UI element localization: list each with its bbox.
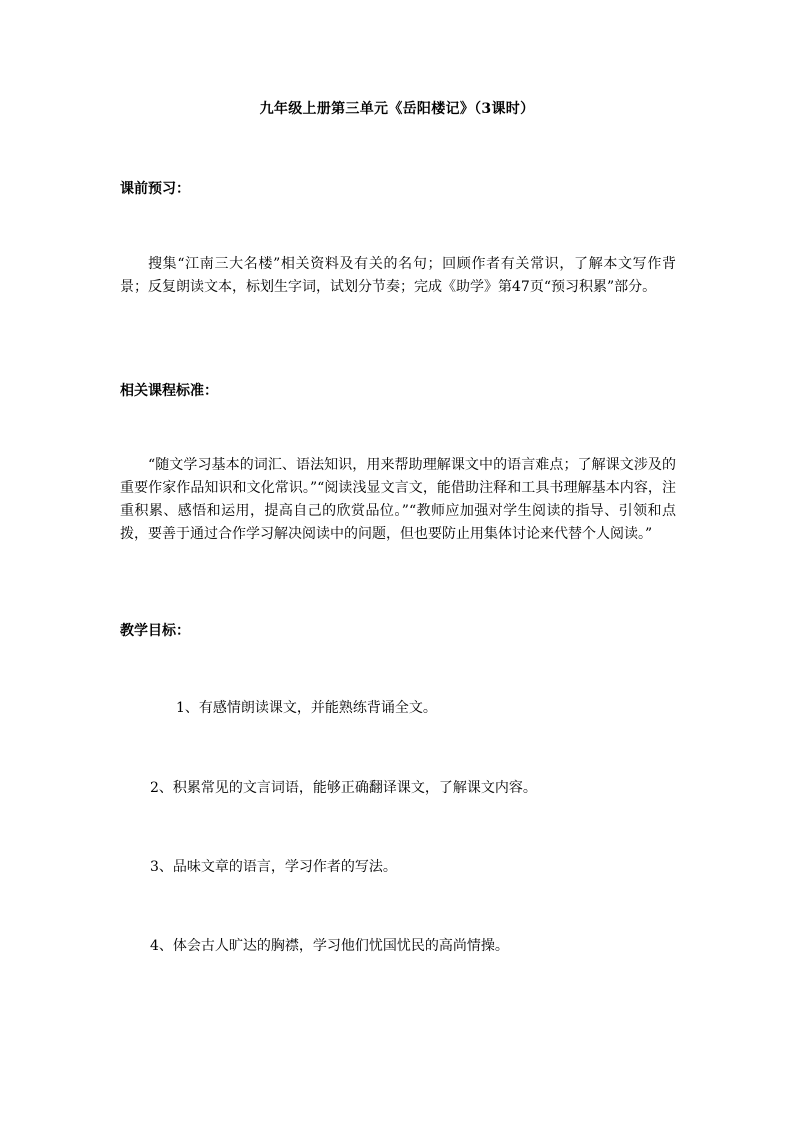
preview-paragraph: 搜集“江南三大名楼”相关资料及有关的名句；回顾作者有关常识，了解本文写作背景；反复朗读文本，标划生字词，试划分节奏；完成《助学》第47页“预习积累”部分。 [120,256,676,295]
preview-heading: 课前预习： [120,181,190,197]
goal-item-3: 3、品味文章的语言，学习作者的写法。 [150,859,397,875]
goals-heading: 教学目标： [120,623,190,639]
goal-item-4: 4、体会古人旷达的胸襟，学习他们忧国忧民的高尚情操。 [150,938,509,954]
standards-paragraph: “随文学习基本的词汇、语法知识，用来帮助理解课文中的语言难点；了解课文涉及的重要作家作品知识和文化常识。”“阅读浅显文言文，能借助注释和工具书理解基本内容，注重积累、感悟和运用，提高自己的欣赏品位。”“教师应加强对学生阅读的指导、引领和点拨，要善于通过合作学习解决阅读中的问题，但也要防止用集体讨论来代替个人阅读。” [120,457,676,542]
goal-item-1: 1、有感情朗读课文，并能熟练背诵全文。 [176,700,437,716]
goal-item-2: 2、积累常见的文言词语，能够正确翻译课文，了解课文内容。 [150,780,537,796]
standards-heading: 相关课程标准： [120,383,218,399]
document-title: 九年级上册第三单元《岳阳楼记》（3课时） [259,101,535,117]
